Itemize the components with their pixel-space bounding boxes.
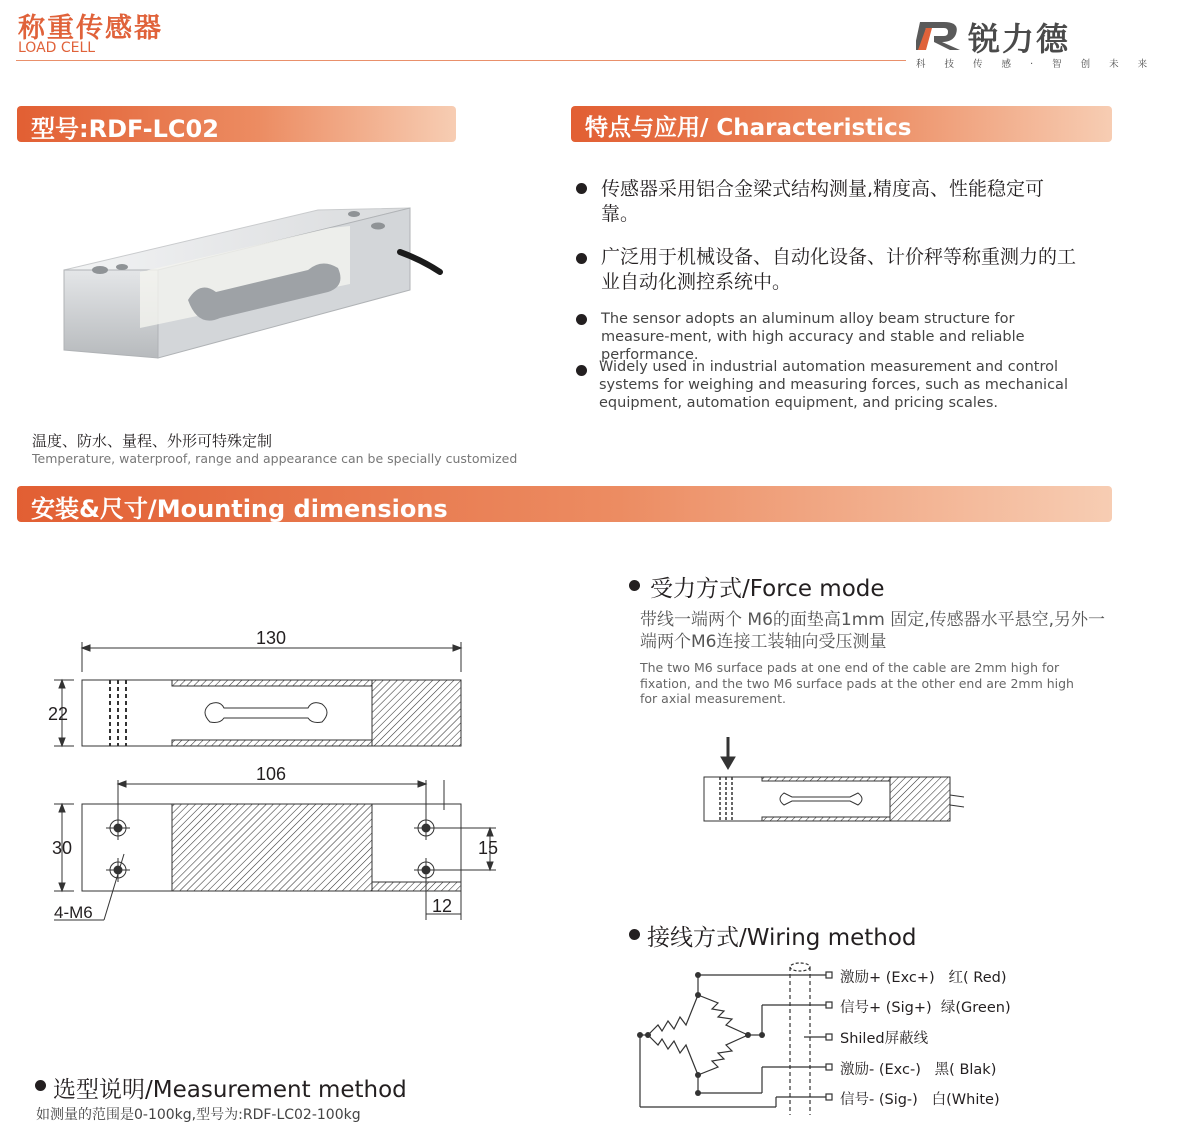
features-banner-label: 特点与应用/ Characteristics (585, 115, 912, 141)
wire-exc-minus: 激励- (Exc-) 黑( Blak) (840, 1062, 997, 1078)
feature-zh-2: 广泛用于机械设备、自动化设备、计价秤等称重测力的工业自动化测控系统中。 (601, 246, 1077, 293)
feature-en-2: Widely used in industrial automation measurement and control systems for weighing and measuring forces, such as mechanical equipment, automation equipment, and pricing scales. (599, 359, 1068, 411)
page-title: 称重传感器 (18, 13, 163, 44)
mounting-banner-label: 安装&尺寸/Mounting dimensions (31, 495, 448, 523)
customize-caption-zh: 温度、防水、量程、外形可特殊定制 (32, 432, 273, 450)
logo-icon (916, 16, 966, 52)
measurement-title: 选型说明/Measurement method (53, 1077, 407, 1103)
bullet-icon (576, 253, 587, 264)
page-subtitle: LOAD CELL (18, 40, 96, 56)
header-divider (16, 60, 906, 61)
bullet-icon (35, 1080, 46, 1091)
model-banner (17, 106, 456, 142)
wiring-title: 接线方式/Wiring method (647, 925, 917, 951)
force-mode-diagram (700, 735, 970, 825)
force-mode-title: 受力方式/Force mode (650, 576, 885, 602)
dim-hole-spacing: 106 (256, 764, 287, 784)
load-cell-image (60, 200, 450, 365)
bullet-icon (576, 183, 587, 194)
dim-length: 130 (256, 628, 287, 648)
force-mode-desc-zh: 带线一端两个 M6的面垫高1mm 固定,传感器水平悬空,另外一端两个M6连接工装轴向受压测量 (640, 610, 1106, 652)
bullet-icon (629, 580, 640, 591)
wiring-diagram (628, 955, 838, 1120)
bullet-icon (576, 365, 587, 376)
feature-zh-1: 传感器采用铝合金梁式结构测量,精度高、性能稳定可靠。 (601, 178, 1045, 225)
model-banner-label: 型号:RDF-LC02 (31, 115, 219, 143)
wire-sig-plus: 信号+ (Sig+) 绿(Green) (840, 1000, 1011, 1016)
feature-en-1: The sensor adopts an aluminum alloy beam structure for measure-ment, with high accuracy and stable and reliable performance. (601, 311, 1025, 363)
customize-caption-en: Temperature, waterproof, range and appearance can be specially customized (32, 451, 518, 466)
dim-height: 22 (48, 704, 69, 724)
bullet-icon (576, 314, 587, 325)
logo-name: 锐力德 (968, 20, 1071, 58)
dim-width: 30 (52, 838, 73, 858)
wire-sig-minus: 信号- (Sig-) 白(White) (840, 1092, 1000, 1108)
logo-slogan: 科 技 传 感 · 智 创 未 来 (916, 59, 1156, 70)
wire-shield: Shiled屏蔽线 (840, 1031, 929, 1047)
measurement-text: 如测量的范围是0-100kg,型号为:RDF-LC02-100kg (36, 1107, 361, 1123)
dim-hole-offset: 15 (478, 838, 499, 858)
mounting-banner (17, 486, 1112, 522)
dim-holes: 4-M6 (54, 903, 93, 922)
force-mode-desc-en: The two M6 surface pads at one end of the cable are 2mm high for fixation, and the two M6 surface pads at the other end are 2mm high for axial measurement. (640, 660, 1074, 706)
dimension-drawing (40, 620, 510, 940)
bullet-icon (629, 929, 640, 940)
dim-edge-offset: 12 (432, 896, 453, 916)
wire-exc-plus: 激励+ (Exc+) 红( Red) (840, 970, 1007, 986)
features-banner (571, 106, 1112, 142)
